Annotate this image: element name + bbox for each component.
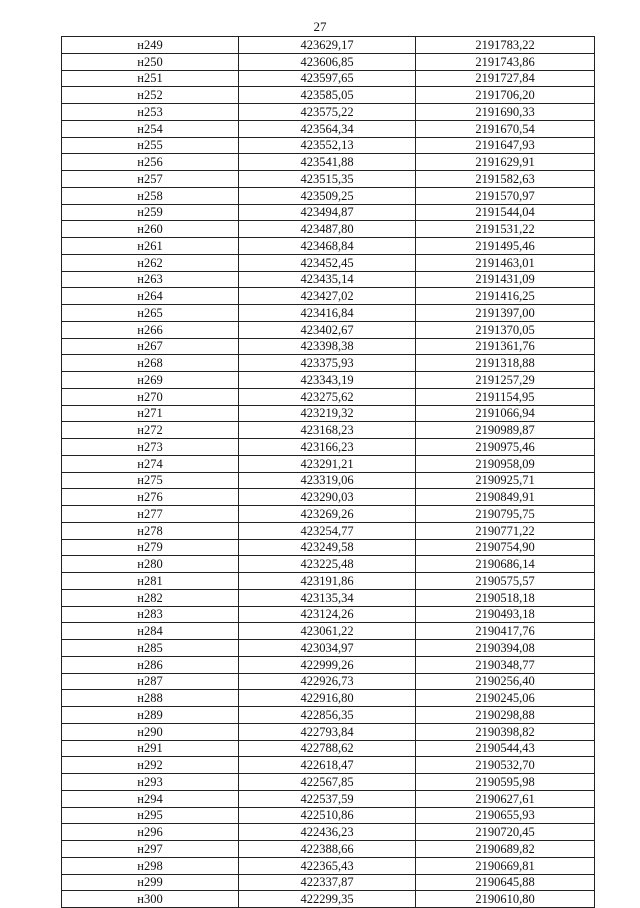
y-coordinate-cell: 2190686,14	[416, 556, 595, 573]
x-coordinate-cell: 423452,45	[239, 254, 416, 271]
y-coordinate-cell: 2190575,57	[416, 573, 595, 590]
table-row	[62, 372, 595, 389]
x-coordinate-cell: 423552,13	[239, 137, 416, 154]
table-row	[62, 254, 595, 271]
y-coordinate-cell: 2190417,76	[416, 623, 595, 640]
x-coordinate-cell: 423254,77	[239, 522, 416, 539]
y-coordinate-cell: 2191783,22	[416, 37, 595, 54]
x-coordinate-cell: 423487,80	[239, 221, 416, 238]
x-coordinate-cell: 423319,06	[239, 472, 416, 489]
point-id-cell: н268	[62, 355, 239, 372]
table-row	[62, 355, 595, 372]
x-coordinate-cell: 422856,35	[239, 707, 416, 724]
point-id-cell: н279	[62, 539, 239, 556]
x-coordinate-cell: 422537,59	[239, 790, 416, 807]
x-coordinate-cell: 422567,85	[239, 774, 416, 791]
y-coordinate-cell: 2190771,22	[416, 522, 595, 539]
x-coordinate-cell: 423575,22	[239, 104, 416, 121]
table-row	[62, 422, 595, 439]
point-id-cell: н298	[62, 857, 239, 874]
y-coordinate-cell: 2191370,05	[416, 321, 595, 338]
table-row	[62, 238, 595, 255]
x-coordinate-cell: 423468,84	[239, 238, 416, 255]
point-id-cell: н259	[62, 204, 239, 221]
point-id-cell: н293	[62, 774, 239, 791]
point-id-cell: н295	[62, 807, 239, 824]
table-row	[62, 405, 595, 422]
point-id-cell: н291	[62, 740, 239, 757]
table-row	[62, 70, 595, 87]
table-row	[62, 690, 595, 707]
y-coordinate-cell: 2191463,01	[416, 254, 595, 271]
x-coordinate-cell: 423402,67	[239, 321, 416, 338]
x-coordinate-cell: 423249,58	[239, 539, 416, 556]
point-id-cell: н267	[62, 338, 239, 355]
table-row	[62, 338, 595, 355]
y-coordinate-cell: 2191397,00	[416, 305, 595, 322]
y-coordinate-cell: 2191743,86	[416, 53, 595, 70]
point-id-cell: н288	[62, 690, 239, 707]
x-coordinate-cell: 423191,86	[239, 573, 416, 590]
table-row	[62, 305, 595, 322]
point-id-cell: н262	[62, 254, 239, 271]
table-row	[62, 841, 595, 858]
table-row	[62, 204, 595, 221]
table-row	[62, 589, 595, 606]
page-number: 27	[313, 19, 327, 34]
y-coordinate-cell: 2190493,18	[416, 606, 595, 623]
table-row	[62, 171, 595, 188]
table-row	[62, 472, 595, 489]
table-row	[62, 673, 595, 690]
y-coordinate-cell: 2191495,46	[416, 238, 595, 255]
point-id-cell: н273	[62, 439, 239, 456]
point-id-cell: н271	[62, 405, 239, 422]
x-coordinate-cell: 423597,65	[239, 70, 416, 87]
y-coordinate-cell: 2190925,71	[416, 472, 595, 489]
point-id-cell: н264	[62, 288, 239, 305]
y-coordinate-cell: 2191629,91	[416, 154, 595, 171]
y-coordinate-cell: 2191531,22	[416, 221, 595, 238]
x-coordinate-cell: 423034,97	[239, 640, 416, 657]
table-row	[62, 573, 595, 590]
x-coordinate-cell: 422299,35	[239, 891, 416, 908]
table-row	[62, 556, 595, 573]
point-id-cell: н270	[62, 388, 239, 405]
x-coordinate-cell: 422436,23	[239, 824, 416, 841]
point-id-cell: н251	[62, 70, 239, 87]
point-id-cell: н278	[62, 522, 239, 539]
y-coordinate-cell: 2190849,91	[416, 489, 595, 506]
y-coordinate-cell: 2190398,82	[416, 723, 595, 740]
y-coordinate-cell: 2190989,87	[416, 422, 595, 439]
point-id-cell: н272	[62, 422, 239, 439]
table-row	[62, 723, 595, 740]
point-id-cell: н256	[62, 154, 239, 171]
table-row	[62, 707, 595, 724]
table-row	[62, 87, 595, 104]
y-coordinate-cell: 2190245,06	[416, 690, 595, 707]
point-id-cell: н285	[62, 640, 239, 657]
table-row	[62, 640, 595, 657]
point-id-cell: н292	[62, 757, 239, 774]
point-id-cell: н276	[62, 489, 239, 506]
point-id-cell: н265	[62, 305, 239, 322]
y-coordinate-cell: 2190795,75	[416, 506, 595, 523]
y-coordinate-cell: 2191154,95	[416, 388, 595, 405]
x-coordinate-cell: 422618,47	[239, 757, 416, 774]
x-coordinate-cell: 423225,48	[239, 556, 416, 573]
x-coordinate-cell: 423269,26	[239, 506, 416, 523]
x-coordinate-cell: 423435,14	[239, 271, 416, 288]
table-row	[62, 874, 595, 891]
y-coordinate-cell: 2191570,97	[416, 187, 595, 204]
x-coordinate-cell: 423606,85	[239, 53, 416, 70]
table-row	[62, 539, 595, 556]
x-coordinate-cell: 423585,05	[239, 87, 416, 104]
point-id-cell: н275	[62, 472, 239, 489]
x-coordinate-cell: 423275,62	[239, 388, 416, 405]
y-coordinate-cell: 2191416,25	[416, 288, 595, 305]
point-id-cell: н257	[62, 171, 239, 188]
y-coordinate-cell: 2190720,45	[416, 824, 595, 841]
point-id-cell: н269	[62, 372, 239, 389]
y-coordinate-cell: 2190394,08	[416, 640, 595, 657]
y-coordinate-cell: 2190348,77	[416, 656, 595, 673]
table-row	[62, 757, 595, 774]
y-coordinate-cell: 2191727,84	[416, 70, 595, 87]
x-coordinate-cell: 423061,22	[239, 623, 416, 640]
table-row	[62, 824, 595, 841]
x-coordinate-cell: 422788,62	[239, 740, 416, 757]
y-coordinate-cell: 2190256,40	[416, 673, 595, 690]
y-coordinate-cell: 2190689,82	[416, 841, 595, 858]
point-id-cell: н255	[62, 137, 239, 154]
table-row	[62, 807, 595, 824]
y-coordinate-cell: 2191647,93	[416, 137, 595, 154]
y-coordinate-cell: 2191544,04	[416, 204, 595, 221]
y-coordinate-cell: 2191361,76	[416, 338, 595, 355]
table-row	[62, 321, 595, 338]
table-row	[62, 53, 595, 70]
y-coordinate-cell: 2190518,18	[416, 589, 595, 606]
table-row	[62, 187, 595, 204]
point-id-cell: н277	[62, 506, 239, 523]
table-row	[62, 388, 595, 405]
y-coordinate-cell: 2191066,94	[416, 405, 595, 422]
y-coordinate-cell: 2191318,88	[416, 355, 595, 372]
x-coordinate-cell: 423291,21	[239, 455, 416, 472]
x-coordinate-cell: 423375,93	[239, 355, 416, 372]
point-id-cell: н260	[62, 221, 239, 238]
x-coordinate-cell: 423124,26	[239, 606, 416, 623]
table-row	[62, 522, 595, 539]
table-row	[62, 37, 595, 54]
x-coordinate-cell: 423219,32	[239, 405, 416, 422]
table-row	[62, 137, 595, 154]
y-coordinate-cell: 2190532,70	[416, 757, 595, 774]
table-row	[62, 221, 595, 238]
x-coordinate-cell: 423427,02	[239, 288, 416, 305]
point-id-cell: н261	[62, 238, 239, 255]
y-coordinate-cell: 2190958,09	[416, 455, 595, 472]
point-id-cell: н274	[62, 455, 239, 472]
y-coordinate-cell: 2191431,09	[416, 271, 595, 288]
x-coordinate-cell: 423343,19	[239, 372, 416, 389]
table-row	[62, 623, 595, 640]
point-id-cell: н258	[62, 187, 239, 204]
y-coordinate-cell: 2190754,90	[416, 539, 595, 556]
x-coordinate-cell: 422510,86	[239, 807, 416, 824]
x-coordinate-cell: 423541,88	[239, 154, 416, 171]
x-coordinate-cell: 422337,87	[239, 874, 416, 891]
table-row	[62, 656, 595, 673]
point-id-cell: н296	[62, 824, 239, 841]
x-coordinate-cell: 423515,35	[239, 171, 416, 188]
x-coordinate-cell: 423135,34	[239, 589, 416, 606]
point-id-cell: н286	[62, 656, 239, 673]
table-row	[62, 606, 595, 623]
table-row	[62, 439, 595, 456]
table-row	[62, 120, 595, 137]
y-coordinate-cell: 2190645,88	[416, 874, 595, 891]
table-row	[62, 104, 595, 121]
point-id-cell: н284	[62, 623, 239, 640]
y-coordinate-cell: 2190655,93	[416, 807, 595, 824]
coordinates-table-body	[62, 37, 595, 908]
point-id-cell: н299	[62, 874, 239, 891]
point-id-cell: н283	[62, 606, 239, 623]
x-coordinate-cell: 423168,23	[239, 422, 416, 439]
point-id-cell: н254	[62, 120, 239, 137]
y-coordinate-cell: 2190610,80	[416, 891, 595, 908]
table-row	[62, 774, 595, 791]
x-coordinate-cell: 422793,84	[239, 723, 416, 740]
y-coordinate-cell: 2190975,46	[416, 439, 595, 456]
point-id-cell: н266	[62, 321, 239, 338]
x-coordinate-cell: 423509,25	[239, 187, 416, 204]
point-id-cell: н300	[62, 891, 239, 908]
point-id-cell: н289	[62, 707, 239, 724]
x-coordinate-cell: 422388,66	[239, 841, 416, 858]
x-coordinate-cell: 422926,73	[239, 673, 416, 690]
table-row	[62, 506, 595, 523]
table-row	[62, 740, 595, 757]
point-id-cell: н297	[62, 841, 239, 858]
point-id-cell: н263	[62, 271, 239, 288]
y-coordinate-cell: 2191582,63	[416, 171, 595, 188]
point-id-cell: н252	[62, 87, 239, 104]
point-id-cell: н287	[62, 673, 239, 690]
coordinates-table	[61, 36, 595, 908]
y-coordinate-cell: 2191690,33	[416, 104, 595, 121]
x-coordinate-cell: 423166,23	[239, 439, 416, 456]
point-id-cell: н281	[62, 573, 239, 590]
x-coordinate-cell: 422916,80	[239, 690, 416, 707]
y-coordinate-cell: 2190627,61	[416, 790, 595, 807]
x-coordinate-cell: 423416,84	[239, 305, 416, 322]
x-coordinate-cell: 422999,26	[239, 656, 416, 673]
y-coordinate-cell: 2191257,29	[416, 372, 595, 389]
x-coordinate-cell: 423629,17	[239, 37, 416, 54]
table-row	[62, 790, 595, 807]
y-coordinate-cell: 2190669,81	[416, 857, 595, 874]
y-coordinate-cell: 2191706,20	[416, 87, 595, 104]
table-row	[62, 489, 595, 506]
x-coordinate-cell: 422365,43	[239, 857, 416, 874]
point-id-cell: н250	[62, 53, 239, 70]
x-coordinate-cell: 423494,87	[239, 204, 416, 221]
y-coordinate-cell: 2190544,43	[416, 740, 595, 757]
x-coordinate-cell: 423398,38	[239, 338, 416, 355]
y-coordinate-cell: 2190298,88	[416, 707, 595, 724]
table-row	[62, 288, 595, 305]
point-id-cell: н253	[62, 104, 239, 121]
point-id-cell: н294	[62, 790, 239, 807]
table-row	[62, 271, 595, 288]
table-row	[62, 857, 595, 874]
point-id-cell: н249	[62, 37, 239, 54]
point-id-cell: н290	[62, 723, 239, 740]
point-id-cell: н280	[62, 556, 239, 573]
x-coordinate-cell: 423564,34	[239, 120, 416, 137]
table-row	[62, 455, 595, 472]
table-row	[62, 154, 595, 171]
y-coordinate-cell: 2190595,98	[416, 774, 595, 791]
x-coordinate-cell: 423290,03	[239, 489, 416, 506]
point-id-cell: н282	[62, 589, 239, 606]
y-coordinate-cell: 2191670,54	[416, 120, 595, 137]
